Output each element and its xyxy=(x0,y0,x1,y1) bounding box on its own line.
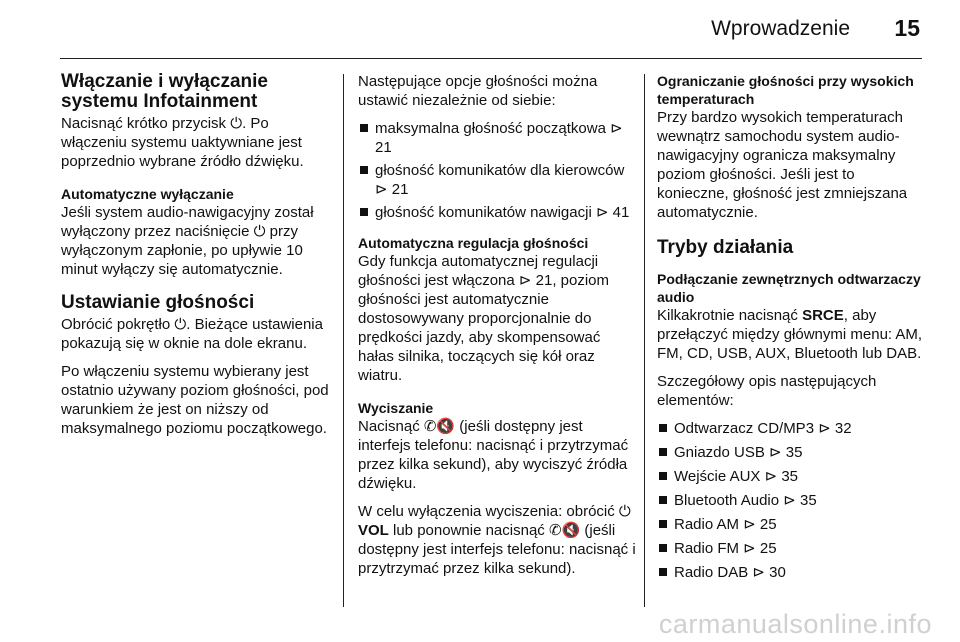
section-title: Wprowadzenie xyxy=(711,17,850,40)
list-item: Radio FM ⊳ 25 xyxy=(657,539,929,558)
list-item: Bluetooth Audio ⊳ 35 xyxy=(657,491,929,510)
list-item: Gniazdo USB ⊳ 35 xyxy=(657,443,929,462)
list-volume-options xyxy=(358,119,636,222)
column-divider xyxy=(343,74,344,607)
paragraph-auto-volume: Gdy funkcja automatycznej regulacji głośności jest włączona ⊳ 21, poziom głośności jest automatycznie dostosowywany proporcjonalnie do prędkości jazdy, aby skompensować hałas silnika, toczących się kół oraz wiatru. xyxy=(358,253,610,384)
list-item: głośność komunikatów nawigacji ⊳ 41 xyxy=(358,203,636,222)
heading-power: Włączanie i wyłączanie systemu Infotainment xyxy=(61,71,268,112)
list-item: Radio AM ⊳ 25 xyxy=(657,515,929,534)
heading-external-players: Podłączanie zewnętrznych odtwarzaczy audio xyxy=(657,271,921,305)
heading-modes: Tryby działania xyxy=(657,237,794,258)
list-item: Radio DAB ⊳ 30 xyxy=(657,563,929,582)
paragraph-mute: Nacisnąć ✆🔇 (jeśli dostępny jest interfejs telefonu: nacisnąć i przytrzymać przez kilka sekund), aby wyciszyć źródła dźwięku. xyxy=(358,418,629,492)
paragraph-volume-options: Następujące opcje głośności można ustawić niezależnie od siebie: xyxy=(358,73,598,109)
srce-label: SRCE xyxy=(802,307,844,324)
list-item: głośność komunikatów dla kierowców ⊳ 21 xyxy=(358,161,636,199)
unmute-text-start: W celu wyłączenia wyciszenia: obrócić ⏻ xyxy=(358,503,631,520)
list-item: Odtwarzacz CD/MP3 ⊳ 32 xyxy=(657,419,929,438)
page-header xyxy=(60,0,922,59)
paragraph-auto-off: Jeśli system audio-nawigacyjny został wyłączony przez naciśnięcie ⏻ przy wyłączonym zapłonie, po upływie 10 minut wyłączy się automatycznie. xyxy=(61,204,314,278)
list-item: maksymalna głośność początkowa ⊳ 21 xyxy=(358,119,636,157)
vol-label: VOL xyxy=(358,522,389,539)
column-left xyxy=(61,72,333,447)
heading-auto-volume: Automatyczna regulacja głośności xyxy=(358,235,589,251)
paragraph-details: Szczegółowy opis następujących elementów: xyxy=(657,373,877,409)
column-middle xyxy=(358,72,636,587)
column-right xyxy=(657,72,929,591)
heading-temperature: Ograniczanie głośności przy wysokich temperaturach xyxy=(657,73,914,107)
ext-text-end: , aby przełączyć między głównymi menu: AM, FM, CD, USB, AUX, Bluetooth lub DAB. xyxy=(657,307,923,362)
paragraph-external-players xyxy=(657,306,929,363)
unmute-text-end: lub ponownie nacisnąć ✆🔇 (jeśli dostępny jest interfejs telefonu: nacisnąć i przytrzymać przez kilka sekund). xyxy=(358,522,636,577)
column-divider xyxy=(644,74,645,607)
page-number: 15 xyxy=(894,15,920,41)
list-modes xyxy=(657,419,929,582)
heading-volume: Ustawianie głośności xyxy=(61,292,255,313)
heading-mute: Wyciszanie xyxy=(358,400,434,416)
paragraph-unmute xyxy=(358,502,636,578)
ext-text-start: Kilkakrotnie nacisnąć xyxy=(657,307,803,324)
paragraph-volume-2: Po włączeniu systemu wybierany jest ostatnio używany poziom głośności, pod warunkiem że jest on niższy od maksymalnego poziomu początkowego. xyxy=(61,363,329,437)
paragraph-temperature: Przy bardzo wysokich temperaturach wewnątrz samochodu system audio-nawigacyjny ogranicza maksymalny poziom głośności. Jeśli jest to konieczne, głośność jest zmniejszana automatycznie. xyxy=(657,109,908,221)
paragraph-power: Nacisnąć krótko przycisk ⏻. Po włączeniu systemu uaktywniane jest poprzednio wybrane źródło dźwięku. xyxy=(61,115,304,170)
watermark: carmanualsonline.info xyxy=(658,609,932,639)
list-item: Wejście AUX ⊳ 35 xyxy=(657,467,929,486)
paragraph-volume-1: Obrócić pokrętło ⏻. Bieżące ustawienia pokazują się w oknie na dole ekranu. xyxy=(61,316,323,352)
heading-auto-off: Automatyczne wyłączanie xyxy=(61,186,234,202)
